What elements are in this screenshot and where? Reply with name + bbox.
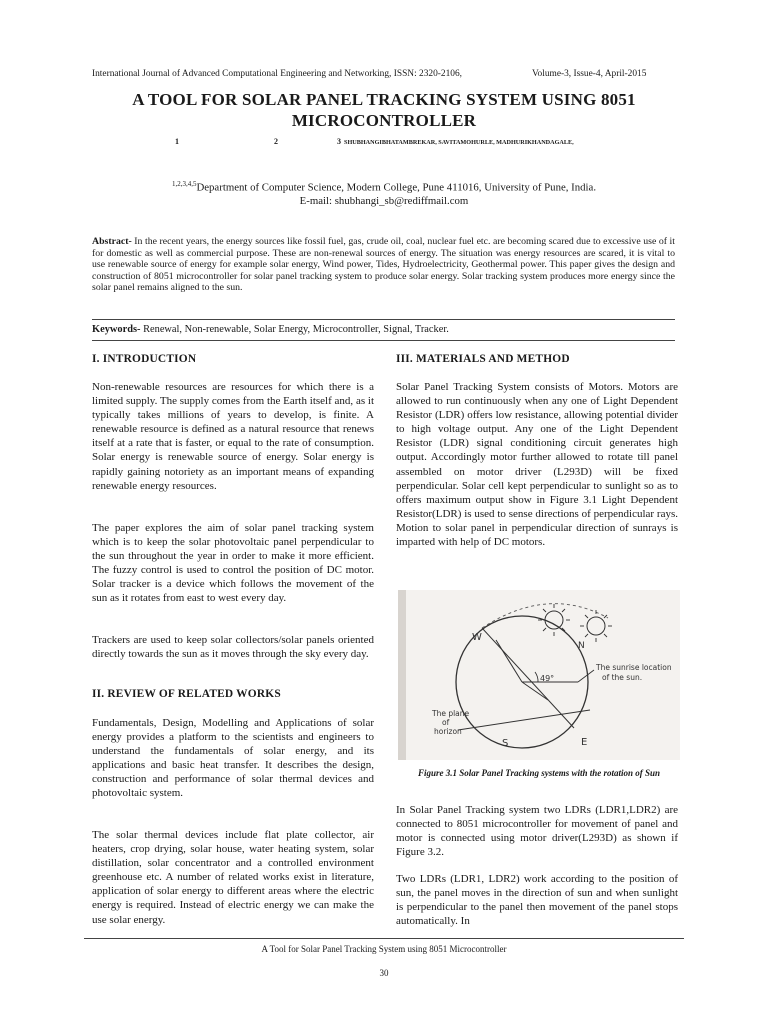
- page-number: 30: [379, 968, 389, 978]
- label-sunrise-1: The sunrise location: [596, 663, 672, 672]
- materials-paragraph-1: Solar Panel Tracking System consists of Motors. Motors are allowed to run continuously when any one of Light Dependent Resistor (LDR) offers low resistance, allowing potential divider to high voltage output. Any one of the Light Dependent Resistor (LDR) signal conditioning circuit generates high output. Accordingly motor further allowed to rotate till panel assembled on motor driver (L293D) will be fixed perpendicular. Solar cell kept perpendicular to sunlight so as to offers maximum output show in Figure 3.1 Light Dependent Resistor(LDR) is used to sense directions of perpendicular rays. Motion to solar panel in perpendicular direction of sunrays is imparted with help of DC motors.: [396, 381, 678, 549]
- review-paragraph-2: The solar thermal devices include flat plate collector, air heaters, crop drying, solar house, water heating system, solar distillation, solar concentrator and a controlled environment greenhouse etc. A number of related works exist in literature, application of solar energy to different areas where the electric energy is required. Instead of electric energy we can make the use solar energy.: [92, 829, 374, 926]
- label-south: S: [502, 738, 509, 749]
- intro-paragraph-1: Non-renewable resources are resources for which there is a limited supply. The supply comes from the Earth itself and, as it typically takes millions of years to develop, is finite. A renewable resource is defined as a natural resource that renews itself at a rate that is faster, or equal to the rate of consumption. Solar energy is renewable source of energy. Solar energy is rapidly gaining notoriety as an important means of expanding renewable energy resources.: [92, 381, 374, 492]
- authors: [0, 137, 768, 151]
- footer-divider: [84, 938, 684, 939]
- affiliation-superscript: 1,2,3,4,5: [171, 180, 197, 188]
- label-plane-2: of: [442, 718, 450, 727]
- journal-header: International Journal of Advanced Computational Engineering and Networking, ISSN: 2320-2106,: [92, 69, 462, 79]
- author-names: SHUBHANGIBHATAMBREKAR, SAVITAMOHURLE, MADHURIKHANDAGALE,: [344, 139, 574, 146]
- intro-paragraph-3: Trackers are used to keep solar collectors/solar panels oriented directly towards the sun as it moves through the sky every day.: [92, 634, 374, 661]
- abstract-label: Abstract-: [92, 236, 132, 247]
- materials-paragraph-3: Two LDRs (LDR1, LDR2) work according to the position of sun, the panel moves in the direction of sun and when sunlight is perpendicular to the panel then movement of the panel stops automatically. In: [396, 873, 678, 928]
- divider-bottom: [92, 340, 675, 341]
- affiliation-dept: Department of Computer Science, Modern College, Pune 411016, University of Pune, India.: [196, 181, 597, 194]
- label-sunrise-2: of the sun.: [602, 673, 643, 682]
- intro-paragraph-2: The paper explores the aim of solar panel tracking system which is to keep the solar photovoltaic panel perpendicular to the sun throughout the year in order to make it more efficient. The fuzzy control is used to control the position of DC motor. Solar tracker is a device which follows the movement of the sun as it rotates from east to west every day.: [92, 522, 374, 605]
- author-number-2: 2: [274, 137, 278, 146]
- section-heading-materials: III. MATERIALS AND METHOD: [396, 353, 570, 365]
- paper-title-line-2: MICROCONTROLLER: [291, 111, 477, 130]
- label-east: E: [581, 737, 588, 748]
- materials-paragraph-2: In Solar Panel Tracking system two LDRs (LDR1,LDR2) are connected to 8051 microcontroller for movement of panel and motor is connected using motor driver(L293D) as shown if Figure 3.2.: [396, 804, 678, 859]
- author-email: E-mail: shubhangi_sb@rediffmail.com: [299, 195, 469, 207]
- keywords-label: Keywords-: [92, 324, 141, 335]
- section-heading-review: II. REVIEW OF RELATED WORKS: [92, 688, 281, 700]
- paper-title-line-1: A TOOL FOR SOLAR PANEL TRACKING SYSTEM USING 8051: [132, 90, 636, 109]
- abstract-text: In the recent years, the energy sources like fossil fuel, gas, crude oil, coal, nuclear fuel etc. are becoming scared due to excessive use of it for domestic as well as commercial purpose. These are non-renewal sources of energy. The situation was energy resources are scared, it is vital to use renewable source of energy for example solar energy, Wind power, Tides, Hydroelectricity, Geothermal power. This paper gives the design and construction of 8051 microcontroller for solar panel tracking system to produce solar energy. Solar tracking system produces more energy since the solar panel remains aligned to the sun.: [92, 236, 675, 294]
- figure-scan-edge: [398, 590, 406, 760]
- author-number-3: 3: [337, 137, 341, 146]
- keywords-text: Renewal, Non-renewable, Solar Energy, Microcontroller, Signal, Tracker.: [140, 324, 449, 335]
- label-west: W: [472, 632, 482, 643]
- keywords: [92, 324, 675, 335]
- affiliation: [60, 180, 708, 194]
- review-paragraph-1: Fundamentals, Design, Modelling and Applications of solar energy provides a platform to the scientists and engineers to understand the fundamentals of solar energy, and its applications and basic heat transfer. It describes the design, construction and performance of solar thermal devices and photovoltaic system.: [92, 717, 374, 800]
- issue-info: Volume-3, Issue-4, April-2015: [532, 69, 647, 79]
- author-number-1: 1: [175, 137, 179, 146]
- label-north: N: [578, 641, 585, 651]
- divider-top: [92, 319, 675, 320]
- abstract: [92, 236, 675, 294]
- footer-title: A Tool for Solar Panel Tracking System using 8051 Microcontroller: [261, 944, 507, 954]
- section-heading-introduction: I. INTRODUCTION: [92, 353, 197, 365]
- label-plane-3: horizon: [434, 727, 462, 736]
- label-plane-1: The plane: [432, 709, 470, 718]
- figure-caption: Figure 3.1 Solar Panel Tracking systems with the rotation of Sun: [418, 768, 660, 778]
- label-angle: 49°: [540, 674, 555, 683]
- solar-tracking-figure: [398, 590, 680, 760]
